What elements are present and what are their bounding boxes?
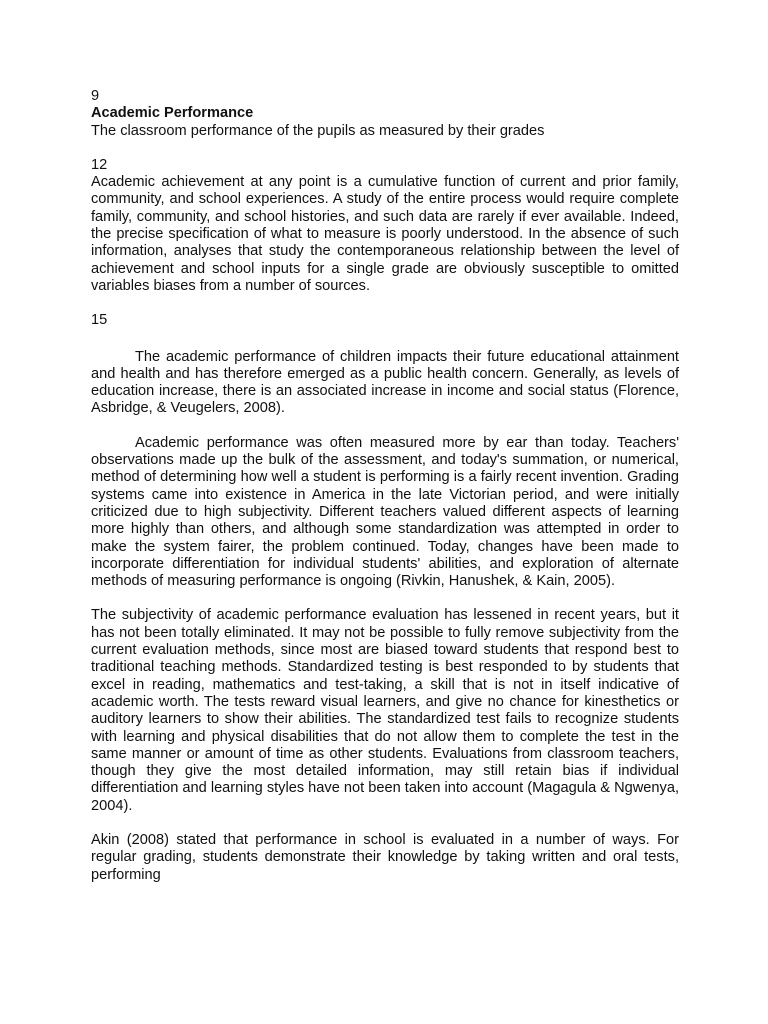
paragraph-akin: Akin (2008) stated that performance in school is evaluated in a number of ways. For regular grading, students demonstrate their knowledge by taking written and oral tests, performing [91,831,679,883]
section-definition: The classroom performance of the pupils as measured by their grades [91,122,545,139]
paragraph-subjectivity [91,607,679,815]
paragraph-achievement: Academic achievement at any point is a cumulative function of current and prior family, community, and school experiences. A study of the entire process would require complete family, community, and school histories, and such data are rarely if ever available. Indeed, the precise specification of what to measure is poorly understood. In the absence of such information, analyses that study the contemporaneous relationship between the level of achievement and school inputs for a single grade are obviously susceptible to omitted variables biases from a number of sources. [91,174,679,294]
section-title: Academic Performance [91,105,254,122]
section-number-9: 9 [91,88,100,104]
paragraph-history: Academic performance was often measured more by ear than today. Teachers' observations made up the bulk of the assessment, and today's summation, or numerical, method of determining how well a student is performing is a fairly recent invention. Grading systems came into existence in America in the late Victorian period, and were initially criticized due to high subjectivity. Different teachers valued different aspects of learning more highly than others, and although some standardization was attempted in order to make the system fairer, the problem continued. Today, changes have been made to incorporate differentiation for individual students' abilities, and exploration of alternate methods of measuring performance is ongoing (Rivkin, Hanushek, & Kain, 2005). [91,434,679,590]
document-body [91,88,679,884]
section-number-15: 15 [91,312,108,329]
paragraph-impacts: The academic performance of children impacts their future educational attainment and health and has therefore emerged as a public health concern. Generally, as levels of education increase, there is an associated increase in income and social status (Florence, Asbridge, & Veugelers, 2008). [91,348,679,417]
section-number-12: 12 [91,156,108,173]
paragraph-subjectivity-text: The subjectivity of academic performance evaluation has lessened in recent years, but it has not been totally eliminated. It may not be possible to fully remove subjectivity from the current evaluation methods, since most are biased toward students that respond best to traditional teaching methods. Standardized testing is best responded to by students that excel in reading, mathematics and test-taking, a skill that is not in itself indicative of academic worth. The tests reward visual learners, and give no chance for kinesthetics or auditory learners to show their abilities. The standardized test fails to recognize students with learning and physical disabilities that do not allow them to complete the test in the same manner or amount of time as other students. Evaluations from classroom teachers, though they give the most detailed information, may still retain bias if individual differentiation and learning styles have not been taken into account (Magagula & Ngwenya, 2004). [91,607,679,814]
